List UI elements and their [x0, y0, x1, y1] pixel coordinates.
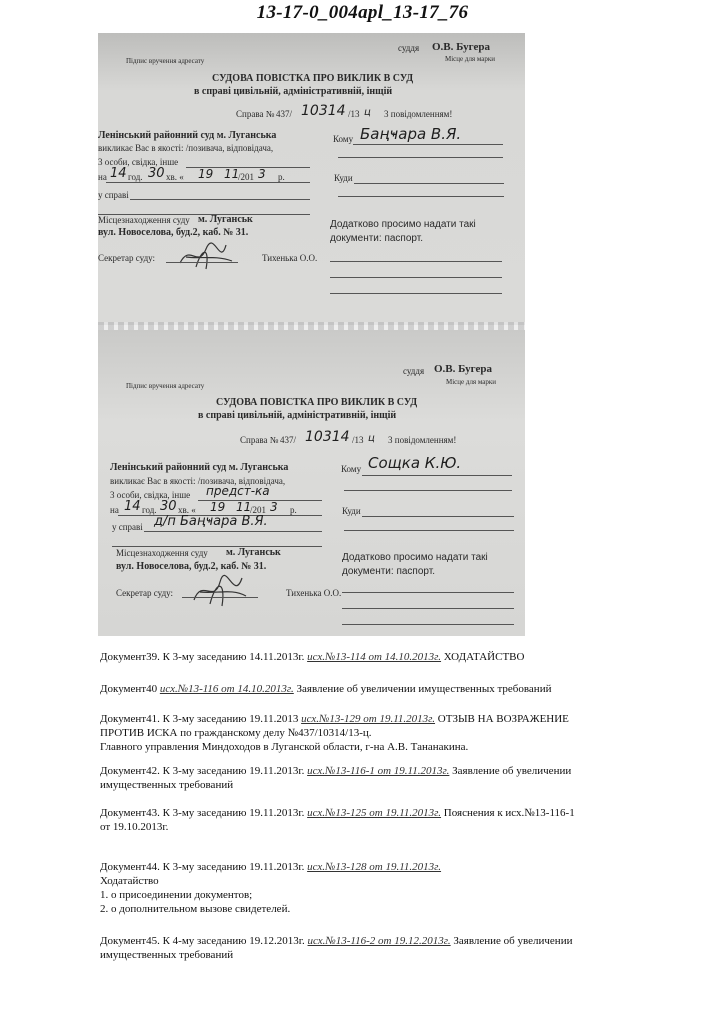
court-name: Ленінський районний суд м. Луганська — [110, 462, 289, 473]
doc-extra-line: 2. о дополнительном вызове свидетелей. — [100, 903, 291, 915]
signature-line-label: Підпис вручення адресату — [126, 382, 205, 390]
doc-reference-link[interactable]: исх.№13-125 от 19.11.2013г. — [307, 807, 442, 819]
summons-scan-2 — [98, 330, 525, 636]
judge-label: суддя — [403, 366, 425, 376]
document-entry — [100, 712, 660, 754]
extra-docs-line1: Додатково просимо надати такі — [330, 219, 476, 230]
doc-suffix: ХОДАТАЙСТВО — [443, 651, 525, 663]
case-suffix-handwritten: ц — [364, 107, 371, 118]
month-handwritten: 11 — [224, 167, 240, 181]
recipient-handwritten: Сощка К.Ю. — [368, 454, 462, 472]
location-label: Місцезнаходження суду — [98, 215, 190, 225]
summons-scan-1 — [98, 33, 525, 325]
in-case-label: у справі — [98, 190, 129, 200]
doc-prefix: Документ39. К 3-му заседанию 14.11.2013г. — [100, 651, 305, 663]
month-handwritten: 11 — [236, 500, 252, 514]
doc-suffix: Заявление об увеличении имущественных требований — [296, 683, 552, 695]
doc-reference-link[interactable]: исх.№13-116 от 14.10.2013г. — [159, 683, 294, 695]
doc-reference-link[interactable]: исх.№13-129 от 19.11.2013г. — [301, 713, 436, 725]
doc-suffix: Заявление об увеличении — [452, 765, 572, 777]
doc-reference-link[interactable]: исх.№13-116-1 от 19.11.2013г. — [307, 765, 450, 777]
doc-prefix: Документ45. К 4-му заседанию 19.12.2013г. — [100, 935, 305, 947]
to-label: Кому — [333, 134, 354, 144]
doc-suffix: Пояснения к исх.№13-116-1 — [443, 807, 575, 819]
secretary-signature — [176, 239, 236, 273]
location-label: Місцезнаходження суду — [116, 548, 208, 558]
judge-name: О.В. Бугера — [432, 41, 490, 53]
year-handwritten: 3 — [258, 167, 266, 181]
extra-docs-line1: Додатково просимо надати такі — [342, 552, 488, 563]
summons-subtitle: в справі цивільній, адміністративній, інщій — [198, 410, 397, 421]
year-suffix: р. — [290, 505, 297, 515]
year-suffix: р. — [278, 172, 285, 182]
notice-label: 3 повідомленням! — [388, 435, 457, 445]
doc-extra-line: 1. о присоединении документов; — [100, 889, 253, 901]
notice-label: 3 повідомленням! — [384, 109, 453, 119]
document-entry — [100, 764, 660, 792]
case-prefix: 437/ — [276, 109, 293, 119]
doc-extra-line: ПРОТИВ ИСКА по гражданскому делу №437/10314/13-ц. — [100, 727, 372, 739]
where-label: Куди — [342, 506, 361, 516]
year-label: /201 — [238, 172, 255, 182]
case-number-handwritten: 10314 — [301, 103, 346, 119]
court-name: Ленінський районний суд м. Луганська — [98, 130, 277, 141]
signature-line-label: Підпис вручення адресату — [126, 57, 205, 65]
case-label: Справа № — [240, 435, 279, 445]
case-suffix-handwritten: ц — [368, 433, 375, 444]
minute-handwritten: 30 — [160, 499, 177, 514]
third-party-label: 3 особи, свідка, інше — [110, 490, 191, 500]
doc-extra-line: от 19.10.2013г. — [100, 821, 169, 833]
hour-handwritten: 14 — [110, 166, 127, 181]
year-handwritten: 3 — [270, 500, 278, 514]
doc-extra-line: имущественных требований — [100, 779, 234, 791]
summoned-as-label: викликає Вас в якості: /позивача, відповідача, — [98, 143, 274, 153]
doc-reference-link[interactable]: исх.№13-128 от 19.11.2013г. — [307, 861, 442, 873]
doc-suffix: ОТЗЫВ НА ВОЗРАЖЕНИЕ — [437, 713, 569, 725]
doc-extra-line: Главного управления Миндоходов в Луганской области, г-на А.В. Тананакина. — [100, 741, 469, 753]
hour-handwritten: 14 — [124, 499, 141, 514]
summons-title: СУДОВА ПОВІСТКА ПРО ВИКЛИК В СУД — [212, 73, 414, 84]
where-label: Куди — [334, 173, 353, 183]
court-address: вул. Новоселова, буд.2, каб. № 31. — [116, 561, 267, 572]
minute-handwritten: 30 — [148, 166, 165, 181]
summons-title: СУДОВА ПОВІСТКА ПРО ВИКЛИК В СУД — [216, 397, 418, 408]
doc-prefix: Документ40 — [100, 683, 158, 695]
stamp-place-label: Місце для марки — [446, 378, 497, 386]
third-party-label: 3 особи, свідка, інше — [98, 157, 179, 167]
document-entry — [100, 860, 660, 916]
document-entry — [100, 682, 660, 696]
document-entry — [100, 650, 660, 664]
on-label: на — [110, 505, 119, 515]
doc-prefix: Документ42. К 3-му заседанию 19.11.2013г. — [100, 765, 305, 777]
day-handwritten: 19 — [210, 500, 226, 514]
doc-extra-line: Ходатайство — [100, 875, 159, 887]
secretary-name: Тихенька О.О. — [262, 253, 318, 263]
hour-label: год. — [128, 172, 143, 182]
year-label: /201 — [250, 505, 267, 515]
in-case-label: у справі — [112, 522, 143, 532]
case-number-handwritten: 10314 — [305, 429, 350, 445]
court-address: вул. Новоселова, буд.2, каб. № 31. — [98, 227, 249, 238]
extra-docs-line2: документи: паспорт. — [330, 233, 423, 244]
third-party-handwritten: предст-ка — [206, 484, 270, 498]
doc-reference-link[interactable]: исх.№13-114 от 14.10.2013г. — [307, 651, 442, 663]
document-entry — [100, 934, 660, 962]
secretary-name: Тихенька О.О. — [286, 588, 342, 598]
hour-label: год. — [142, 505, 157, 515]
recipient-handwritten: Баңҹара В.Я. — [360, 125, 462, 143]
document-entry — [100, 806, 660, 834]
location-city: м. Луганськ — [198, 214, 253, 225]
summons-subtitle: в справі цивільній, адміністративній, інщій — [194, 86, 393, 97]
day-handwritten: 19 — [198, 167, 214, 181]
case-label: Справа № — [236, 109, 275, 119]
judge-label: суддя — [398, 43, 420, 53]
case-suffix: /13 — [352, 435, 364, 445]
summoned-as-label: викликає Вас в якості: /позивача, відповідача, — [110, 476, 286, 486]
on-label: на — [98, 172, 107, 182]
minute-label: хв. « — [178, 505, 196, 515]
secretary-label: Секретар суду: — [98, 253, 156, 263]
page-title: 13-17-0_004apl_13-17_76 — [256, 2, 469, 23]
doc-prefix: Документ43. К 3-му заседанию 19.11.2013г. — [100, 807, 305, 819]
judge-name: О.В. Бугера — [434, 363, 492, 375]
to-label: Кому — [341, 464, 362, 474]
doc-prefix: Документ41. К 3-му заседанию 19.11.2013 — [100, 713, 299, 725]
case-prefix: 437/ — [280, 435, 297, 445]
secretary-signature — [188, 570, 252, 610]
stamp-place-label: Місце для марки — [445, 55, 496, 63]
extra-docs-line2: документи: паспорт. — [342, 566, 435, 577]
doc-reference-link[interactable]: исх.№13-116-2 от 19.12.2013г. — [307, 935, 451, 947]
doc-prefix: Документ44. К 3-му заседанию 19.11.2013г. — [100, 861, 305, 873]
in-case-handwritten: д/п Баңҹара В.Я. — [154, 514, 268, 529]
minute-label: хв. « — [166, 172, 184, 182]
location-city: м. Луганськ — [226, 547, 281, 558]
doc-suffix: Заявление об увеличении — [453, 935, 573, 947]
doc-extra-line: имущественных требований — [100, 949, 234, 961]
secretary-label: Секретар суду: — [116, 588, 174, 598]
case-suffix: /13 — [348, 109, 360, 119]
